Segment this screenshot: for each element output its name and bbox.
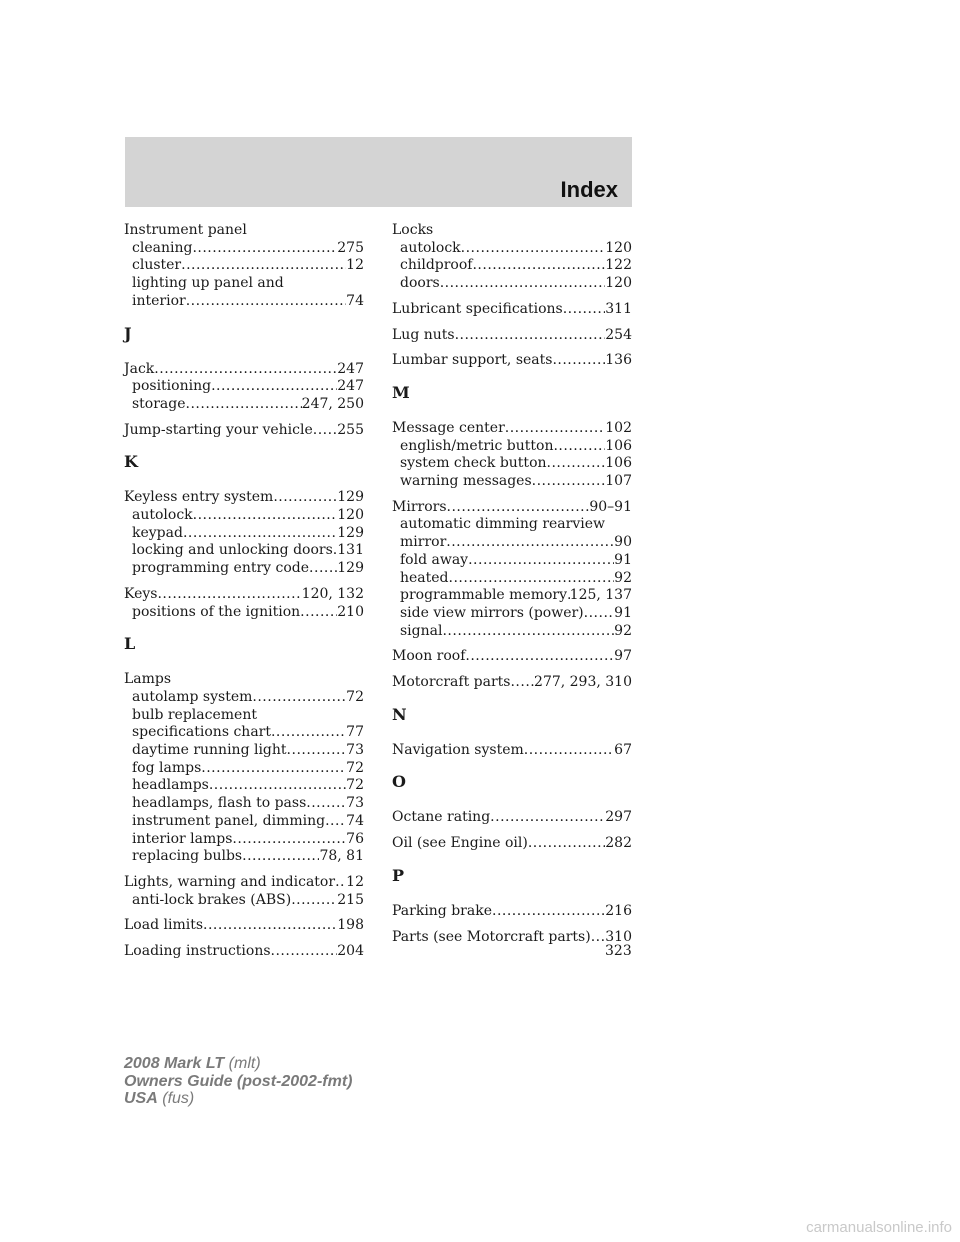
subentry: warning messages ..... 107	[392, 473, 632, 491]
page-number: 323	[605, 943, 632, 959]
entry-term: Lubricant specifications ..... 311	[392, 301, 632, 319]
subentry: fold away ..... 91	[392, 552, 632, 570]
subentry: instrument panel, dimming ..... 74	[124, 813, 364, 831]
index-entry	[124, 917, 364, 935]
subentry: doors ..... 120	[392, 275, 632, 293]
entry-term: Parking brake ..... 216	[392, 903, 632, 921]
index-entry	[392, 809, 632, 827]
entry-term: Keyless entry system ..... 129	[124, 489, 364, 507]
section-letter: P	[392, 865, 405, 885]
subentry: mirror ..... 90	[392, 534, 632, 552]
entry-term: Motorcraft parts ..... 277, 293, 310	[392, 674, 632, 692]
index-entry	[392, 499, 632, 641]
subentry: fog lamps ..... 72	[124, 760, 364, 778]
document-footer	[124, 1055, 352, 1108]
header-bar	[125, 137, 632, 207]
entry-term: Lug nuts ..... 254	[392, 327, 632, 345]
entry-term: Octane rating ..... 297	[392, 809, 632, 827]
subentry: interior ..... 74	[124, 293, 364, 311]
watermark: carmanualsonline.info	[806, 1219, 952, 1236]
index-entry	[124, 361, 364, 414]
subentry: system check button ..... 106	[392, 455, 632, 473]
subentry: locking and unlocking doors ..... 131	[124, 542, 364, 560]
index-entry	[392, 222, 632, 293]
subentry: cleaning ..... 275	[124, 240, 364, 258]
subentry: programmable memory ..... 125, 137	[392, 587, 632, 605]
entry-term: Message center ..... 102	[392, 420, 632, 438]
subentry: autolamp system ..... 72	[124, 689, 364, 707]
index-entry	[392, 674, 632, 692]
index-entry	[124, 489, 364, 578]
subentry: english/metric button ..... 106	[392, 438, 632, 456]
subentry: headlamps, flash to pass ..... 73	[124, 795, 364, 813]
subentry: lighting up panel and	[132, 275, 284, 292]
subentry: interior lamps ..... 76	[124, 831, 364, 849]
subentry: positions of the ignition ..... 210	[124, 604, 364, 622]
footer-line: USA (fus)	[124, 1090, 195, 1107]
index-entry	[392, 742, 632, 760]
entry-term: Locks	[392, 222, 434, 238]
subentry: autolock ..... 120	[392, 240, 632, 258]
subentry: anti-lock brakes (ABS) ..... 215	[124, 892, 364, 910]
subentry: autolock ..... 120	[124, 507, 364, 525]
subentry: storage ..... 247, 250	[124, 396, 364, 414]
index-entry	[392, 301, 632, 319]
subentry: automatic dimming rearview	[400, 516, 606, 533]
entry-term: Instrument panel	[124, 222, 247, 238]
page-title: Index	[560, 177, 618, 202]
subentry: daytime running light ..... 73	[124, 742, 364, 760]
subentry: programming entry code ..... 129	[124, 560, 364, 578]
section-letter: K	[124, 452, 138, 472]
index-column-right	[392, 222, 632, 954]
index-entry	[392, 352, 632, 370]
index-entry	[392, 835, 632, 853]
footer-line: 2008 Mark LT (mlt)	[124, 1055, 261, 1072]
entry-term: Jump-starting your vehicle ..... 255	[124, 422, 364, 440]
subentry: replacing bulbs ..... 78, 81	[124, 848, 364, 866]
section-letter: M	[392, 382, 410, 402]
index-entry	[124, 671, 364, 866]
section-letter: N	[392, 704, 407, 724]
subentry: signal ..... 92	[392, 623, 632, 641]
index-entry	[392, 648, 632, 666]
subentry: cluster ..... 12	[124, 257, 364, 275]
entry-term: Loading instructions ..... 204	[124, 943, 364, 961]
index-entry	[124, 422, 364, 440]
subentry: heated ..... 92	[392, 570, 632, 588]
section-letter: J	[124, 323, 132, 343]
entry-term: Keys ..... 120, 132	[124, 586, 364, 604]
entry-term: Mirrors ..... 90–91	[392, 499, 632, 517]
entry-term: Moon roof ..... 97	[392, 648, 632, 666]
entry-term: Parts (see Motorcraft parts) ..... 310	[392, 929, 632, 947]
section-letter: L	[124, 634, 136, 654]
subentry: keypad ..... 129	[124, 525, 364, 543]
index-entry	[124, 222, 364, 311]
subentry: side view mirrors (power) ..... 91	[392, 605, 632, 623]
entry-term: Lights, warning and indicator ..... 12	[124, 874, 364, 892]
index-entry	[124, 874, 364, 909]
section-letter: O	[392, 772, 406, 792]
subentry: headlamps ..... 72	[124, 777, 364, 795]
index-entry	[392, 929, 632, 947]
subentry: specifications chart ..... 77	[124, 724, 364, 742]
entry-term: Jack ..... 247	[124, 361, 364, 379]
entry-term: Lumbar support, seats ..... 136	[392, 352, 632, 370]
index-entry	[392, 420, 632, 491]
entry-term: Lamps	[124, 671, 172, 688]
entry-term: Load limits ..... 198	[124, 917, 364, 935]
index-entry	[392, 903, 632, 921]
index-entry	[124, 586, 364, 621]
subentry: bulb replacement	[132, 706, 257, 723]
index-entry	[124, 943, 364, 961]
subentry: childproof ..... 122	[392, 257, 632, 275]
subentry: positioning ..... 247	[124, 378, 364, 396]
index-entry	[392, 327, 632, 345]
entry-term: Navigation system ..... 67	[392, 742, 632, 760]
footer-line: Owners Guide (post-2002-fmt)	[124, 1072, 353, 1090]
entry-term: Oil (see Engine oil) ..... 282	[392, 835, 632, 853]
index-column-left	[124, 222, 364, 969]
